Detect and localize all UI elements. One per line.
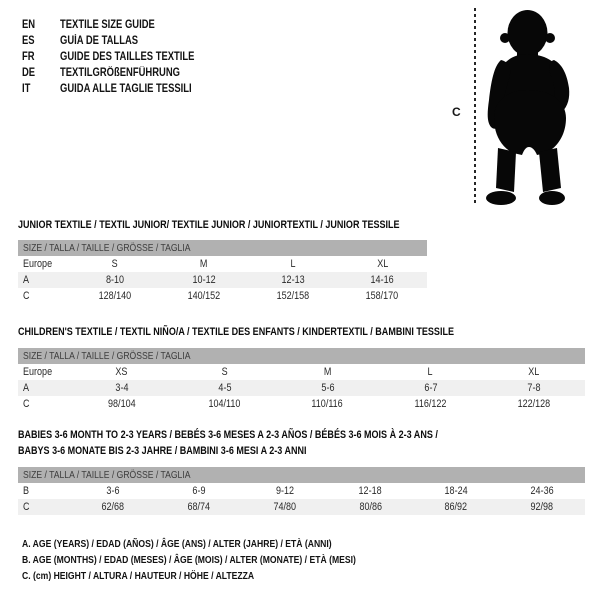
table-cell-text: 158/170 xyxy=(366,290,399,302)
language-code-text: DE xyxy=(22,67,36,79)
table-row-europe xyxy=(18,256,427,272)
table-cell xyxy=(159,256,248,272)
table-cell-text: M xyxy=(200,258,208,270)
table-cell xyxy=(70,288,159,304)
table-cell xyxy=(276,396,379,412)
legend-line-a-text: A. AGE (YEARS) / EDAD (AÑOS) / ÂGE (ANS) / ALTER (JAHRE) / ETÀ (ANNI) xyxy=(22,538,332,550)
table-cell xyxy=(173,364,276,380)
language-title xyxy=(60,81,221,97)
language-code xyxy=(22,33,60,49)
language-title xyxy=(60,17,176,33)
size-header-bar-text: SIZE / TALLA / TAILLE / GRÖSSE / TAGLIA xyxy=(23,242,191,254)
table-cell-text: 24-36 xyxy=(530,485,554,497)
table-cell xyxy=(173,380,276,396)
table-cell xyxy=(482,364,585,380)
size-header-bar xyxy=(18,467,585,483)
language-row-fr xyxy=(22,49,224,65)
table-row-c xyxy=(18,499,585,515)
row-label xyxy=(18,364,70,380)
row-label-text: Europe xyxy=(23,366,53,378)
table-cell xyxy=(379,380,482,396)
table-row-c xyxy=(18,288,427,304)
table-cell xyxy=(413,499,499,515)
table-cell-text: 6-9 xyxy=(192,485,206,497)
language-code xyxy=(22,65,60,81)
table-cell-text: 92/98 xyxy=(530,501,554,513)
table-cell-text: 9-12 xyxy=(275,485,294,497)
table-cell xyxy=(242,499,328,515)
table-cell-text: 80/86 xyxy=(359,501,382,513)
table-cell xyxy=(276,380,379,396)
table-cell-text: 5-6 xyxy=(320,382,335,394)
table-cell-text: S xyxy=(111,258,118,270)
toddler-silhouette-icon xyxy=(484,8,572,206)
table-cell xyxy=(159,272,248,288)
row-label-text: C xyxy=(23,398,30,410)
size-table-3 xyxy=(18,428,585,515)
table-cell xyxy=(70,483,156,499)
row-label-text: A xyxy=(23,382,30,394)
table-row-europe xyxy=(18,364,585,380)
legend-line-b xyxy=(22,552,429,568)
table-title-line-text: BABYS 3-6 MONATE BIS 2-3 JAHRE / BAMBINI 3-6 MESI A 2-3 ANNI xyxy=(18,445,307,457)
size-header-bar-text: SIZE / TALLA / TAILLE / GRÖSSE / TAGLIA xyxy=(23,350,191,362)
row-label xyxy=(18,380,70,396)
table-cell-text: 14-16 xyxy=(370,274,394,286)
table-cell-text: 12-13 xyxy=(281,274,305,286)
table-cell xyxy=(156,483,242,499)
size-header-bar xyxy=(18,240,427,256)
legend-line-a xyxy=(22,536,429,552)
table-cell xyxy=(379,396,482,412)
table-title-line xyxy=(18,325,550,339)
table-cell-text: 7-8 xyxy=(526,382,541,394)
row-label xyxy=(18,272,70,288)
table-cell xyxy=(327,499,413,515)
language-code-text: IT xyxy=(22,83,31,95)
size-header-bar-text: SIZE / TALLA / TAILLE / GRÖSSE / TAGLIA xyxy=(23,469,191,481)
table-cell-text: 110/116 xyxy=(311,398,344,410)
table-cell xyxy=(276,364,379,380)
row-label-text: C xyxy=(23,290,30,302)
table-row-c xyxy=(18,396,585,412)
language-title xyxy=(60,33,155,49)
language-title-text: TEXTILE SIZE GUIDE xyxy=(60,19,155,31)
row-label-text: C xyxy=(23,501,30,513)
table-cell xyxy=(327,483,413,499)
table-cell xyxy=(499,499,585,515)
table-cell-text: 122/128 xyxy=(517,398,550,410)
table-cell xyxy=(70,499,156,515)
table-cell-text: 12-18 xyxy=(358,485,382,497)
table-cell xyxy=(156,499,242,515)
row-label-text: Europe xyxy=(23,258,53,270)
table-cell xyxy=(499,483,585,499)
language-row-it xyxy=(22,81,224,97)
table-row-a xyxy=(18,380,585,396)
table-cell-text: 68/74 xyxy=(187,501,211,513)
size-table-1 xyxy=(18,218,427,304)
legend-line-c xyxy=(22,568,429,584)
language-code-text: EN xyxy=(22,19,36,31)
table-title-line xyxy=(18,444,370,458)
table-title-line xyxy=(18,218,483,232)
table-cell xyxy=(413,483,499,499)
table-title-line-text: JUNIOR TEXTILE / TEXTIL JUNIOR/ TEXTILE JUNIOR / JUNIORTEXTIL / JUNIOR TESSILE xyxy=(18,219,400,231)
table-cell-text: 6-7 xyxy=(423,382,438,394)
table-cell-text: M xyxy=(323,366,332,378)
table-title-line-text: CHILDREN'S TEXTILE / TEXTIL NIÑO/A / TEXTILE DES ENFANTS / KINDERTEXTIL / BAMBINI TESSILE xyxy=(18,326,454,338)
table-cell xyxy=(338,272,427,288)
row-label xyxy=(18,499,70,515)
table-cell xyxy=(338,256,427,272)
table-cell xyxy=(242,483,328,499)
table-cell-text: S xyxy=(221,366,228,378)
table-cell xyxy=(70,364,173,380)
table-cell-text: 4-5 xyxy=(217,382,232,394)
row-label-text: B xyxy=(23,485,30,497)
row-label-text: A xyxy=(23,274,30,286)
table-cell-text: 8-10 xyxy=(105,274,124,286)
table-cell-text: 140/152 xyxy=(187,290,221,302)
table-cell-text: 18-24 xyxy=(444,485,468,497)
table-cell-text: 62/68 xyxy=(101,501,125,513)
language-title-text: GUIDA ALLE TAGLIE TESSILI xyxy=(60,83,192,95)
language-code xyxy=(22,17,60,33)
table-cell-text: 152/158 xyxy=(276,290,310,302)
table-cell-text: 3-4 xyxy=(114,382,129,394)
table-cell-text: L xyxy=(427,366,434,378)
height-dashed-line xyxy=(474,8,476,206)
table-cell-text: 104/110 xyxy=(208,398,241,410)
table-cell xyxy=(70,256,159,272)
table-cell xyxy=(338,288,427,304)
language-code-text: ES xyxy=(22,35,35,47)
language-title-text: TEXTILGRÖßENFÜHRUNG xyxy=(60,67,180,79)
size-table-2 xyxy=(18,325,585,412)
row-label xyxy=(18,396,70,412)
language-code xyxy=(22,81,60,97)
table-cell xyxy=(482,396,585,412)
language-row-de xyxy=(22,65,224,81)
legend-line-c-text: C. (cm) HEIGHT / ALTURA / HAUTEUR / HÖHE / ALTEZZA xyxy=(22,570,255,582)
table-cell-text: XL xyxy=(376,258,388,270)
language-title xyxy=(60,65,206,81)
table-row-b xyxy=(18,483,585,499)
row-label xyxy=(18,483,70,499)
measure-legend xyxy=(22,536,429,584)
language-code xyxy=(22,49,60,65)
language-row-en xyxy=(22,17,224,33)
table-cell-text: XL xyxy=(527,366,540,378)
language-code-text: FR xyxy=(22,51,35,63)
height-measure-label: C xyxy=(452,105,461,119)
table-cell xyxy=(482,380,585,396)
table-cell-text: 10-12 xyxy=(192,274,216,286)
table-cell-text: L xyxy=(290,258,296,270)
table-cell-text: 128/140 xyxy=(98,290,131,302)
table-cell-text: 86/92 xyxy=(444,501,468,513)
row-label xyxy=(18,256,70,272)
table-cell-text: 3-6 xyxy=(106,485,120,497)
table-cell xyxy=(70,272,159,288)
table-cell xyxy=(159,288,248,304)
language-title-text: GUIDE DES TAILLES TEXTILE xyxy=(60,51,195,63)
table-cell xyxy=(70,380,173,396)
table-cell-text: XS xyxy=(115,366,128,378)
table-cell xyxy=(249,288,338,304)
size-header-bar xyxy=(18,348,585,364)
table-cell xyxy=(249,256,338,272)
language-title-text: GUÍA DE TALLAS xyxy=(60,35,139,47)
table-row-a xyxy=(18,272,427,288)
legend-line-b-text: B. AGE (MONTHS) / EDAD (MESES) / ÂGE (MOIS) / ALTER (MONATE) / ETÀ (MESI) xyxy=(22,554,356,566)
language-row-es xyxy=(22,33,224,49)
table-cell xyxy=(70,396,173,412)
table-cell xyxy=(379,364,482,380)
table-cell-text: 98/104 xyxy=(107,398,136,410)
language-list xyxy=(22,17,224,97)
table-cell-text: 74/80 xyxy=(273,501,296,513)
table-cell xyxy=(249,272,338,288)
row-label xyxy=(18,288,70,304)
language-title xyxy=(60,49,224,65)
table-cell-text: 116/122 xyxy=(414,398,447,410)
table-cell xyxy=(173,396,276,412)
table-title-line xyxy=(18,428,530,442)
table-title-line-text: BABIES 3-6 MONTH TO 2-3 YEARS / BEBÉS 3-6 MESES A 2-3 AÑOS / BÉBÉS 3-6 MOIS À 2-3 ANS / xyxy=(18,429,438,441)
